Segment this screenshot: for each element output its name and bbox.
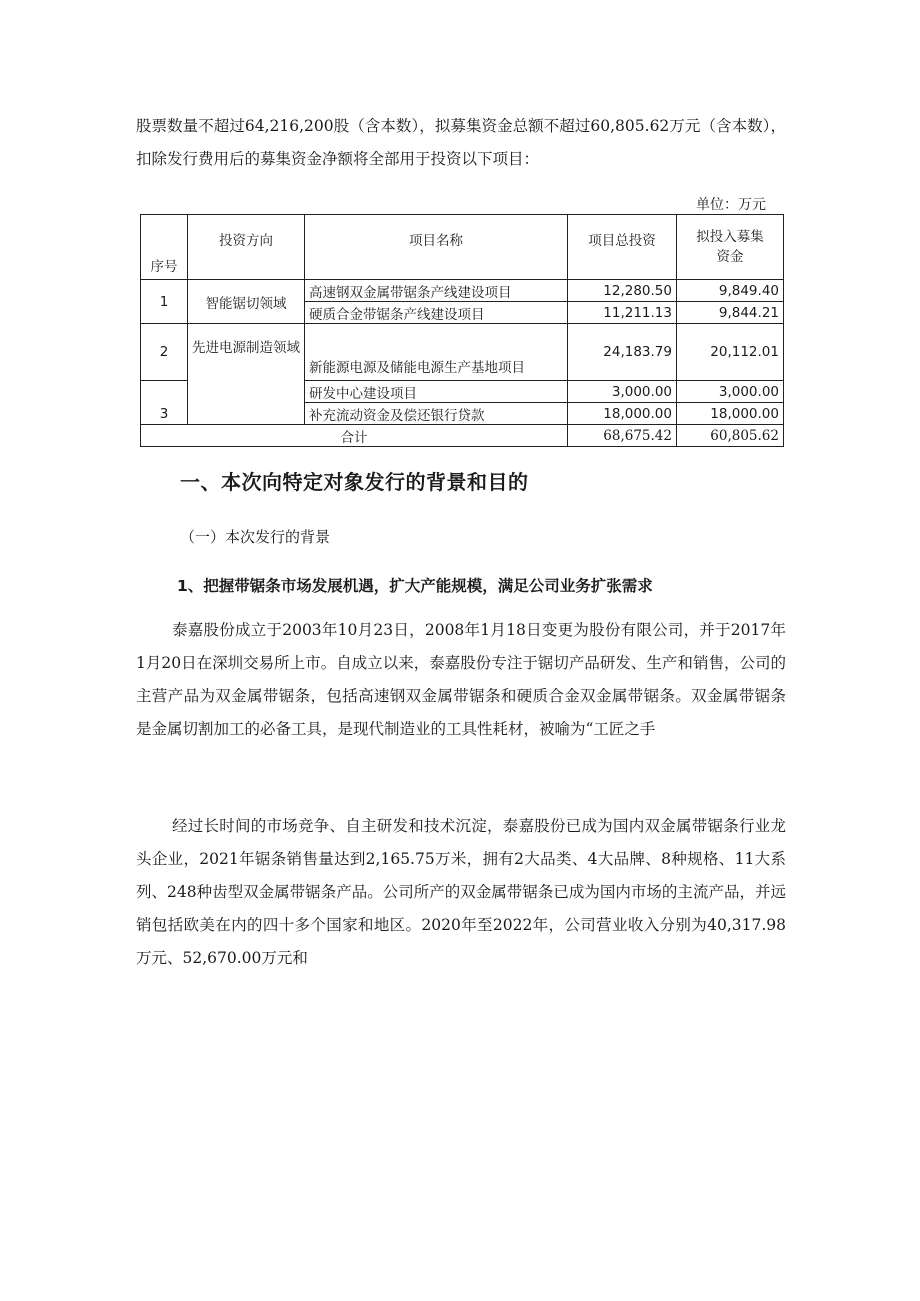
- table-row: [141, 324, 784, 381]
- section-title: 一、本次向特定对象发行的背景和目的: [180, 470, 529, 494]
- cell-raised: 3,000.00: [677, 381, 784, 403]
- table-total-row: [141, 425, 784, 447]
- cell-raised: 20,112.01: [677, 324, 784, 381]
- table-row: [141, 280, 784, 302]
- cell-total: 12,280.50: [568, 280, 677, 302]
- header-seq: 序号: [141, 215, 188, 280]
- cell-total-sum: 68,675.42: [568, 425, 677, 447]
- investment-table: [140, 214, 784, 447]
- cell-total-label: 合计: [141, 425, 568, 447]
- header-raised: 拟投入募集资金: [677, 215, 784, 280]
- heading-1: 1、把握带锯条市场发展机遇，扩大产能规模，满足公司业务扩张需求: [177, 577, 653, 595]
- cell-direction: 先进电源制造领域: [188, 324, 305, 425]
- cell-total: 11,211.13: [568, 302, 677, 324]
- cell-raised: 9,844.21: [677, 302, 784, 324]
- cell-name: 硬质合金带锯条产线建设项目: [305, 302, 568, 324]
- cell-total: 24,183.79: [568, 324, 677, 381]
- cell-name: 补充流动资金及偿还银行贷款: [305, 403, 568, 425]
- header-total: 项目总投资: [568, 215, 677, 280]
- header-name: 项目名称: [305, 215, 568, 280]
- cell-name: 新能源电源及储能电源生产基地项目: [305, 324, 568, 381]
- cell-total: 18,000.00: [568, 403, 677, 425]
- section-subtitle: （一）本次发行的背景: [180, 528, 331, 546]
- cell-raised: 18,000.00: [677, 403, 784, 425]
- body-paragraph-1: 泰嘉股份成立于2003年10月23日，2008年1月18日变更为股份有限公司，并于2017年1月20日在深圳交易所上市。自成立以来，泰嘉股份专注于锯切产品研发、生产和销售，公司的主营产品为双金属带锯条，包括高速钢双金属带锯条和硬质合金双金属带锯条。双金属带锯条是金属切割加工的必备工具，是现代制造业的工具性耗材，被喻为“工匠之手: [136, 621, 786, 738]
- header-direction: 投资方向: [188, 215, 305, 280]
- intro-paragraph: 股票数量不超过64,216,200股（含本数），拟募集资金总额不超过60,805.62万元（含本数），扣除发行费用后的募集资金净额将全部用于投资以下项目：: [136, 117, 786, 168]
- cell-direction: 智能锯切领域: [188, 280, 305, 324]
- cell-name: 研发中心建设项目: [305, 381, 568, 403]
- cell-total: 3,000.00: [568, 381, 677, 403]
- table-header-row: [141, 215, 784, 280]
- cell-name: 高速钢双金属带锯条产线建设项目: [305, 280, 568, 302]
- cell-seq: 1: [141, 280, 188, 324]
- cell-seq: 2: [141, 324, 188, 381]
- cell-raised-sum: 60,805.62: [677, 425, 784, 447]
- body-paragraph-2: 经过长时间的市场竞争、自主研发和技术沉淀，泰嘉股份已成为国内双金属带锯条行业龙头企业，2021年锯条销售量达到2,165.75万米，拥有2大品类、4大品牌、8种规格、11大系列、248种齿型双金属带锯条产品。公司所产的双金属带锯条已成为国内市场的主流产品，并远销包括欧美在内的四十多个国家和地区。2020年至2022年，公司营业收入分别为40,317.98万元、52,670.00万元和: [136, 817, 786, 967]
- unit-label: 单位：万元: [696, 197, 766, 213]
- cell-raised: 9,849.40: [677, 280, 784, 302]
- cell-seq: 3: [141, 381, 188, 425]
